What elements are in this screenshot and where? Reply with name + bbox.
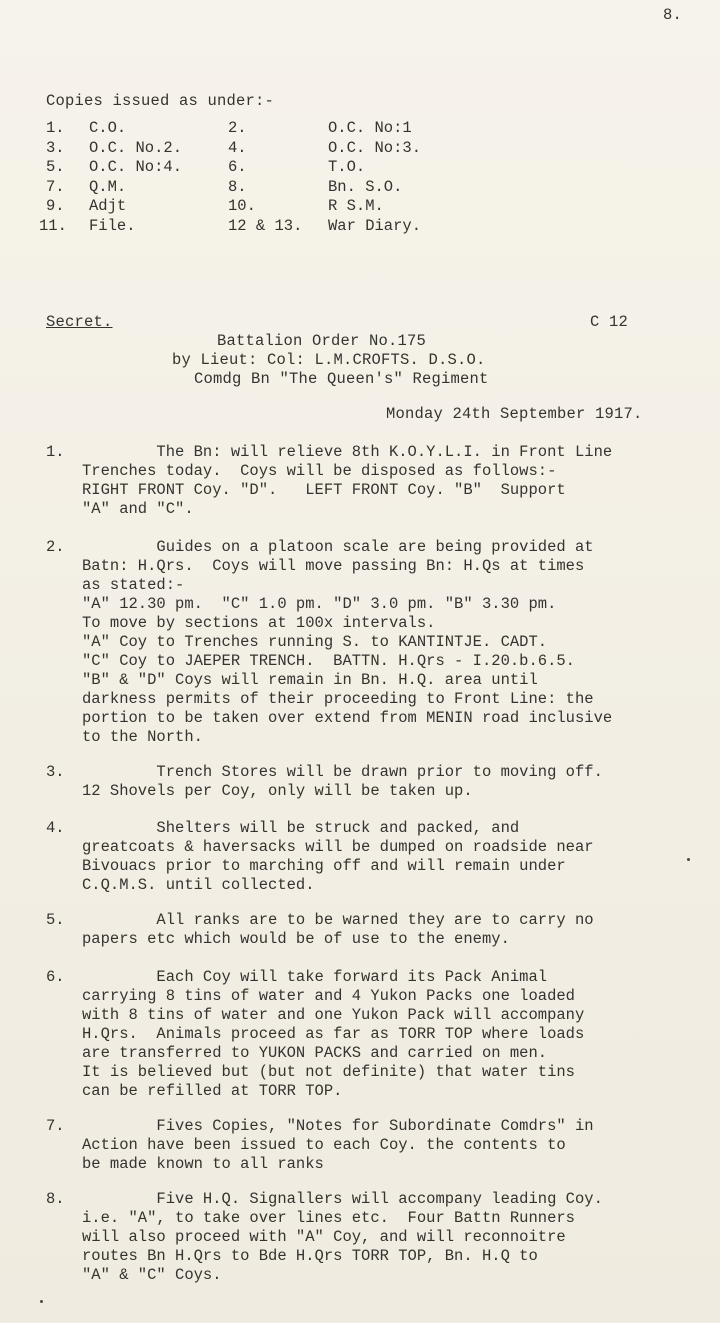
paragraph-text [82,968,720,1101]
copy-recipient: Adjt [89,197,127,215]
copy-recipient: Bn. S.O. [328,177,403,196]
order-title: Battalion Order No.175 [217,332,427,350]
paragraph-line: i.e. "A", to take over lines etc. Four Battn Runners [82,1209,575,1227]
paragraph-line: It is believed but (but not definite) that water tins [82,1063,575,1081]
paragraph-line: darkness permits of their proceeding to Front Line: the [82,690,594,708]
copy-number: 9. [46,197,65,215]
paragraph-line: portion to be taken over extend from MENIN road inclusive [82,709,613,727]
paragraph-number: 4. [46,819,65,837]
paragraph-line: to the North. [82,728,203,746]
paragraph-line: "A" & "C" Coys. [82,1266,222,1284]
copy-number: 10. [228,197,256,215]
paragraph-line: with 8 tins of water and one Yukon Pack will accompany [82,1006,585,1024]
paragraph-text [82,911,720,949]
copy-number: 1. [46,119,65,137]
paragraph-line: "C" Coy to JAEPER TRENCH. BATTN. H.Qrs - I.20.b.6.5. [82,652,575,670]
copy-recipient: O.C. No:3. [328,138,422,157]
copy-number: 11. [39,216,67,235]
paragraph-number: 6. [46,968,65,986]
paragraph-line: Bivouacs prior to marching off and will remain under [82,857,566,875]
copy-recipient: Q.M. [89,177,127,196]
copy-number: 5. [46,158,65,176]
copy-number: 12 & 13. [228,216,303,235]
paragraph-number: 5. [46,911,65,929]
copy-recipient: O.C. No:1 [328,119,412,137]
paragraph-line: can be refilled at TORR TOP. [82,1082,343,1100]
paragraph-line: as stated:- [82,576,185,594]
paragraph-number: 8. [46,1190,65,1208]
order-regiment: Comdg Bn "The Queen's" Regiment [194,370,489,388]
copy-number: 4. [228,138,247,157]
paragraph-text [82,763,720,801]
paragraph-line: Guides on a platoon scale are being provided at [82,538,594,556]
paragraph-line: Shelters will be struck and packed, and [82,819,520,837]
paper-speck [687,858,690,861]
copy-number: 2. [228,119,247,137]
paragraph-number: 1. [46,443,65,461]
paragraph-number: 7. [46,1117,65,1135]
paragraph-line: Batn: H.Qrs. Coys will move passing Bn: H.Qs at times [82,557,585,575]
paragraph-line: Each Coy will take forward its Pack Animal [82,968,548,986]
paragraph-line: C.Q.M.S. until collected. [82,876,315,894]
paragraph-line: RIGHT FRONT Coy. "D". LEFT FRONT Coy. "B" Support [82,481,566,499]
copy-recipient: O.C. No:4. [89,158,183,176]
paragraph-line: 12 Shovels per Coy, only will be taken up. [82,782,473,800]
paragraph-line: be made known to all ranks [82,1155,324,1173]
paragraph-text [82,1117,720,1174]
paragraph-line: "A" 12.30 pm. "C" 1.0 pm. "D" 3.0 pm. "B" 3.30 pm. [82,595,557,613]
order-author: by Lieut: Col: L.M.CROFTS. D.S.O. [172,351,486,369]
paragraph-line: papers etc which would be of use to the enemy. [82,930,510,948]
paragraph-line: "A" and "C". [82,500,194,518]
copies-title: Copies issued as under:- [46,92,275,110]
paragraph-number: 3. [46,763,65,781]
paragraph-line: H.Qrs. Animals proceed as far as TORR TOP where loads [82,1025,585,1043]
paragraph-text [82,538,720,747]
paragraph-line: Five H.Q. Signallers will accompany leading Coy. [82,1190,603,1208]
copy-number: 6. [228,158,247,176]
paragraph-line: will also proceed with "A" Coy, and will reconnoitre [82,1228,566,1246]
paragraph-line: All ranks are to be warned they are to carry no [82,911,594,929]
secret-heading: Secret. [46,313,113,331]
copy-number: 7. [46,177,65,196]
copy-recipient: O.C. No.2. [89,138,183,157]
paragraph-text [82,1190,720,1285]
paragraph-line: To move by sections at 100x intervals. [82,614,436,632]
paragraph-line: carrying 8 tins of water and 4 Yukon Packs one loaded [82,987,575,1005]
copy-recipient: C.O. [89,119,127,137]
page-number: 8. [663,6,683,24]
paragraph-line: "A" Coy to Trenches running S. to KANTINTJE. CADT. [82,633,548,651]
copy-recipient: T.O. [328,158,366,176]
document-reference: C 12 [590,313,629,331]
paragraph-line: Trenches today. Coys will be disposed as follows:- [82,462,557,480]
paragraph-line: are transferred to YUKON PACKS and carried on men. [82,1044,548,1062]
copy-recipient: R S.M. [328,197,384,215]
paragraph-line: Fives Copies, "Notes for Subordinate Comdrs" in [82,1117,594,1135]
paragraph-line: greatcoats & haversacks will be dumped on roadside near [82,838,594,856]
copy-recipient: File. [89,216,136,235]
paragraph-line: "B" & "D" Coys will remain in Bn. H.Q. area until [82,671,538,689]
paragraph-text [82,819,720,895]
paper-speck [40,1300,43,1303]
paragraph-line: The Bn: will relieve 8th K.O.Y.L.I. in Front Line [82,443,613,461]
paragraph-line: Action have been issued to each Coy. the contents to [82,1136,566,1154]
paragraph-line: routes Bn H.Qrs to Bde H.Qrs TORR TOP, Bn. H.Q to [82,1247,538,1265]
copy-number: 8. [228,177,247,196]
paragraph-text [82,443,720,519]
order-date: Monday 24th September 1917. [386,405,643,423]
paragraph-line: Trench Stores will be drawn prior to moving off. [82,763,603,781]
copy-recipient: War Diary. [328,216,422,235]
paragraph-number: 2. [46,538,65,556]
copy-number: 3. [46,138,65,157]
